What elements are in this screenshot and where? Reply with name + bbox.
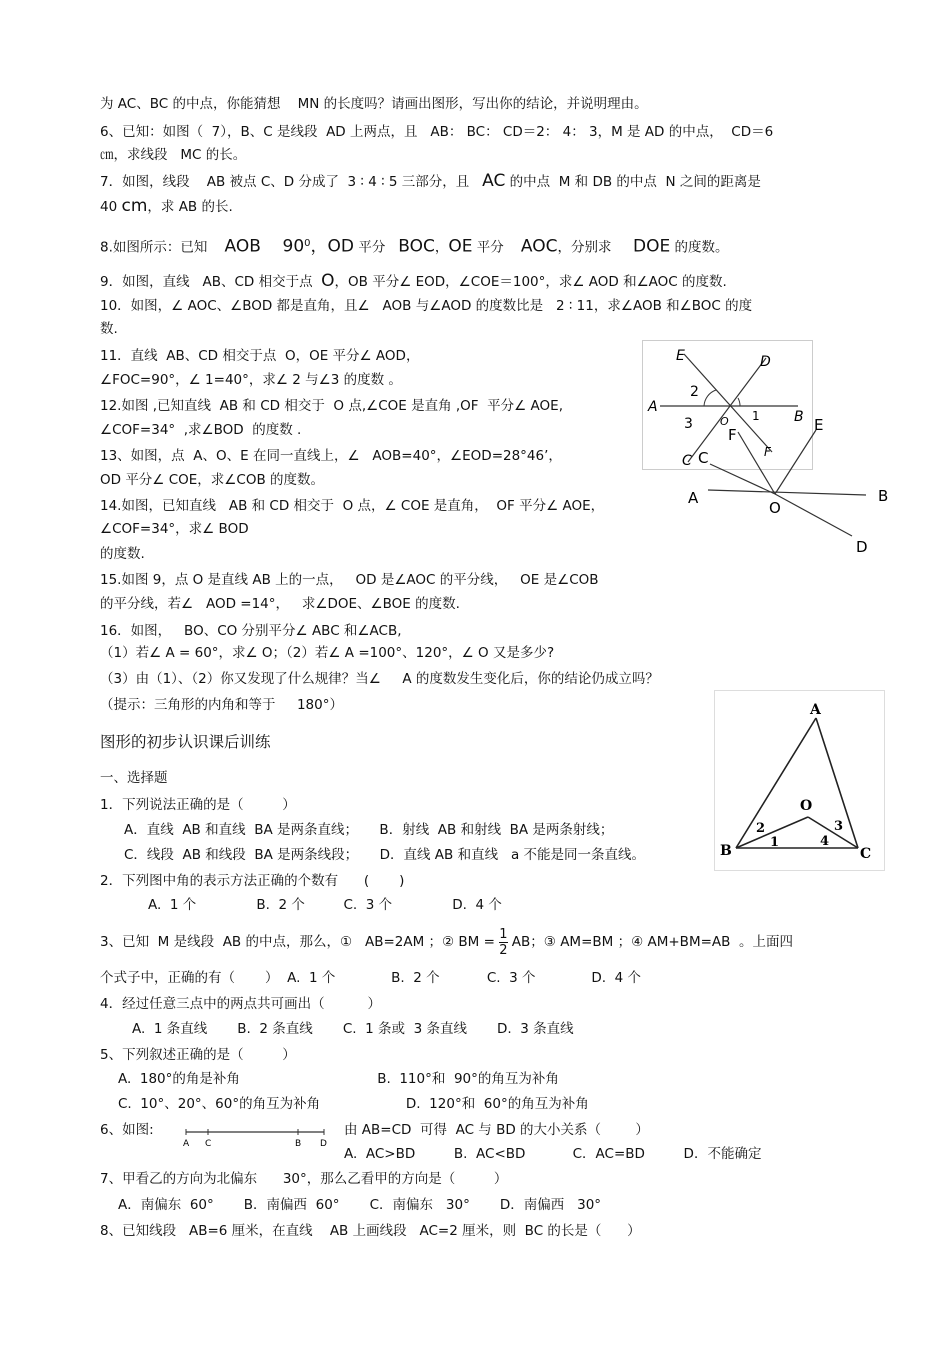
- line-ab: [708, 490, 866, 495]
- text-line: 的平分线，若∠ AOD =14°， 求∠DOE、∠BOE 的度数.: [100, 596, 460, 612]
- text-line: （提示：三角形的内角和等于 180°）: [100, 697, 343, 713]
- label-a: A: [688, 489, 699, 507]
- text-line: 为 AC、BC 的中点，你能猜想 MN 的长度吗？请画出图形，写出你的结论，并说明理由。: [100, 96, 648, 112]
- ray-oe: [775, 430, 816, 494]
- text-line: 7．如图，线段 AB 被点 C、D 分成了 3 ∶ 4 ∶ 5 三部分，且 AC 的中点 M 和 DB 的中点 N 之间的距离是: [100, 171, 761, 191]
- text-line: A. 1 个 B. 2 个 C. 3 个 D. 4 个: [148, 897, 502, 913]
- text-line: 个式子中，正确的有（ ） A. 1 个 B. 2 个 C. 3 个 D. 4 个: [100, 970, 641, 986]
- fraction: $\frac{1}{2}$: [499, 926, 508, 958]
- text-line: 2．下列图中角的表示方法正确的个数有 ( ): [100, 873, 405, 889]
- text-line: ∠FOC=90°，∠ 1=40°，求∠ 2 与∠3 的度数 。: [100, 372, 402, 388]
- text-line: C．线段 AB 和线段 BA 是两条线段； D．直线 AB 和直线 a 不能是同一条直线。: [124, 847, 646, 863]
- label-c: C: [860, 846, 872, 862]
- label-o: O: [800, 798, 813, 814]
- label-4: 4: [820, 834, 830, 849]
- label-d: D: [760, 354, 771, 370]
- label-3: 3: [684, 416, 693, 432]
- text-line: ㎝，求线段 MC 的长。: [100, 147, 247, 163]
- label-c: C: [205, 1139, 212, 1149]
- text-line: 数.: [100, 321, 118, 337]
- text-line: OD 平分∠ COE，求∠COB 的度数。: [100, 472, 324, 488]
- label-2: 2: [690, 384, 699, 400]
- label-d: D: [856, 538, 868, 556]
- ray-od: [775, 494, 852, 536]
- text-line: 3、已知 M 是线段 AB 的中点，那么，① AB=2AM ；② BM = $\frac{1}{2}$ AB；③ AM=BM ；④ AM+BM=AB 。上面四: [100, 926, 793, 958]
- label-a: A: [183, 1139, 190, 1149]
- text-line: 7、甲看乙的方向为北偏东 30°，那么乙看甲的方向是（ ）: [100, 1171, 508, 1187]
- section-title: 图形的初步认识课后训练: [100, 733, 271, 751]
- label-e: E: [814, 416, 824, 434]
- text-line: 一、选择题: [100, 770, 168, 786]
- label-b: B: [794, 409, 804, 425]
- text-line: 14.如图，已知直线 AB 和 CD 相交于 O 点，∠ COE 是直角， OF 平分∠ AOE，: [100, 498, 605, 514]
- text-line: 13、如图，点 A、O、E 在同一直线上，∠ AOB=40°，∠EOD=28°46’，: [100, 448, 562, 464]
- text-line: A．南偏东 60° B．南偏西 60° C．南偏东 30° D．南偏西 30°: [118, 1197, 602, 1213]
- label-2: 2: [756, 821, 766, 836]
- text-line: C. 10°、20°、60°的角互为补角 D. 120°和 60°的角互为补角: [118, 1096, 589, 1112]
- figure-frame: [715, 691, 885, 871]
- text-line: 8.如图所示：已知 AOB $90^0$，OD 平分 BOC，OE 平分 AOC，分别求 DOE 的度数。: [100, 236, 729, 257]
- text-line: 5、下列叙述正确的是（ ）: [100, 1047, 296, 1063]
- label-c: C: [698, 449, 709, 467]
- figure-segment-acbd: [180, 1126, 330, 1150]
- text-line: 40 cm，求 AB 的长.: [100, 196, 233, 216]
- figure-triangle-abc: [714, 690, 886, 872]
- text-line: 的度数.: [100, 546, 145, 562]
- text-line: 6、如图:: [100, 1122, 154, 1138]
- text-line: 由 AB=CD 可得 AC 与 BD 的大小关系（ ）: [344, 1122, 649, 1138]
- label-o: O: [720, 415, 729, 428]
- label-1: 1: [770, 835, 780, 850]
- text-line: 15.如图 9，点 O 是直线 AB 上的一点， OD 是∠AOC 的平分线， OE 是∠COB: [100, 572, 599, 588]
- ray-oc: [710, 464, 775, 494]
- text-line: A. 180°的角是补角 B. 110°和 90°的角互为补角: [118, 1071, 559, 1087]
- text-line: 10．如图，∠ AOC、∠BOD 都是直角，且∠ AOB 与∠AOD 的度数比是 2 ∶ 11，求∠AOB 和∠BOC 的度: [100, 298, 753, 314]
- label-f: F: [764, 445, 771, 459]
- text-line: 12.如图 ,已知直线 AB 和 CD 相交于 O 点,∠COE 是直角 ,OF 平分∠ AOE,: [100, 398, 563, 414]
- label-c: C: [682, 453, 692, 469]
- text-line: 6、已知：如图（ 7），B、C 是线段 AD 上两点，且 AB： BC： CD＝2： 4： 3，M 是 AD 的中点， CD＝6: [100, 124, 774, 140]
- text-line: A. AC>BD B. AC<BD C．AC=BD D．不能确定: [344, 1146, 762, 1162]
- label-3: 3: [834, 819, 844, 834]
- text-line: 8、已知线段 AB=6 厘米，在直线 AB 上画线段 AC=2 厘米，则 BC 的长是（ ）: [100, 1223, 641, 1239]
- text-line: A．直线 AB 和直线 BA 是两条直线； B．射线 AB 和射线 BA 是两条射线；: [124, 822, 614, 838]
- label-a: A: [648, 399, 658, 415]
- text-line: 9．如图，直线 AB、CD 相交于点 O，OB 平分∠ EOD，∠COE＝100°，求∠ AOD 和∠AOC 的度数.: [100, 271, 727, 291]
- label-b: B: [878, 487, 889, 505]
- figure-rays-from-o: [680, 410, 895, 560]
- text-line: （3）由（1）、（2）你又发现了什么规律？当∠ A 的度数发生变化后，你的结论仍成立吗？: [100, 671, 659, 687]
- label-b: B: [295, 1139, 302, 1149]
- label-o: O: [769, 499, 781, 517]
- label-e: E: [676, 348, 685, 364]
- text-line: ∠COF=34°，求∠ BOD: [100, 521, 249, 537]
- label-f: F: [728, 426, 737, 444]
- label-a: A: [810, 702, 821, 718]
- ray-of: [738, 432, 775, 494]
- label-1: 1: [752, 409, 760, 423]
- text-line: （1）若∠ A = 60°，求∠ O；（2）若∠ A =100°、120°，∠ O 又是多少?: [100, 645, 555, 661]
- text-line: 11．直线 AB、CD 相交于点 O，OE 平分∠ AOD，: [100, 348, 420, 364]
- label-b: B: [720, 843, 732, 859]
- text-line: 16．如图， BO、CO 分别平分∠ ABC 和∠ACB,: [100, 623, 402, 639]
- label-d: D: [320, 1139, 327, 1149]
- text-line: A. 1 条直线 B. 2 条直线 C. 1 条或 3 条直线 D. 3 条直线: [132, 1021, 574, 1037]
- text-line: ∠COF=34° ,求∠BOD 的度数 .: [100, 422, 302, 438]
- text-line: 4．经过任意三点中的两点共可画出（ ）: [100, 996, 382, 1012]
- text-line: 1．下列说法正确的是（ ）: [100, 797, 296, 813]
